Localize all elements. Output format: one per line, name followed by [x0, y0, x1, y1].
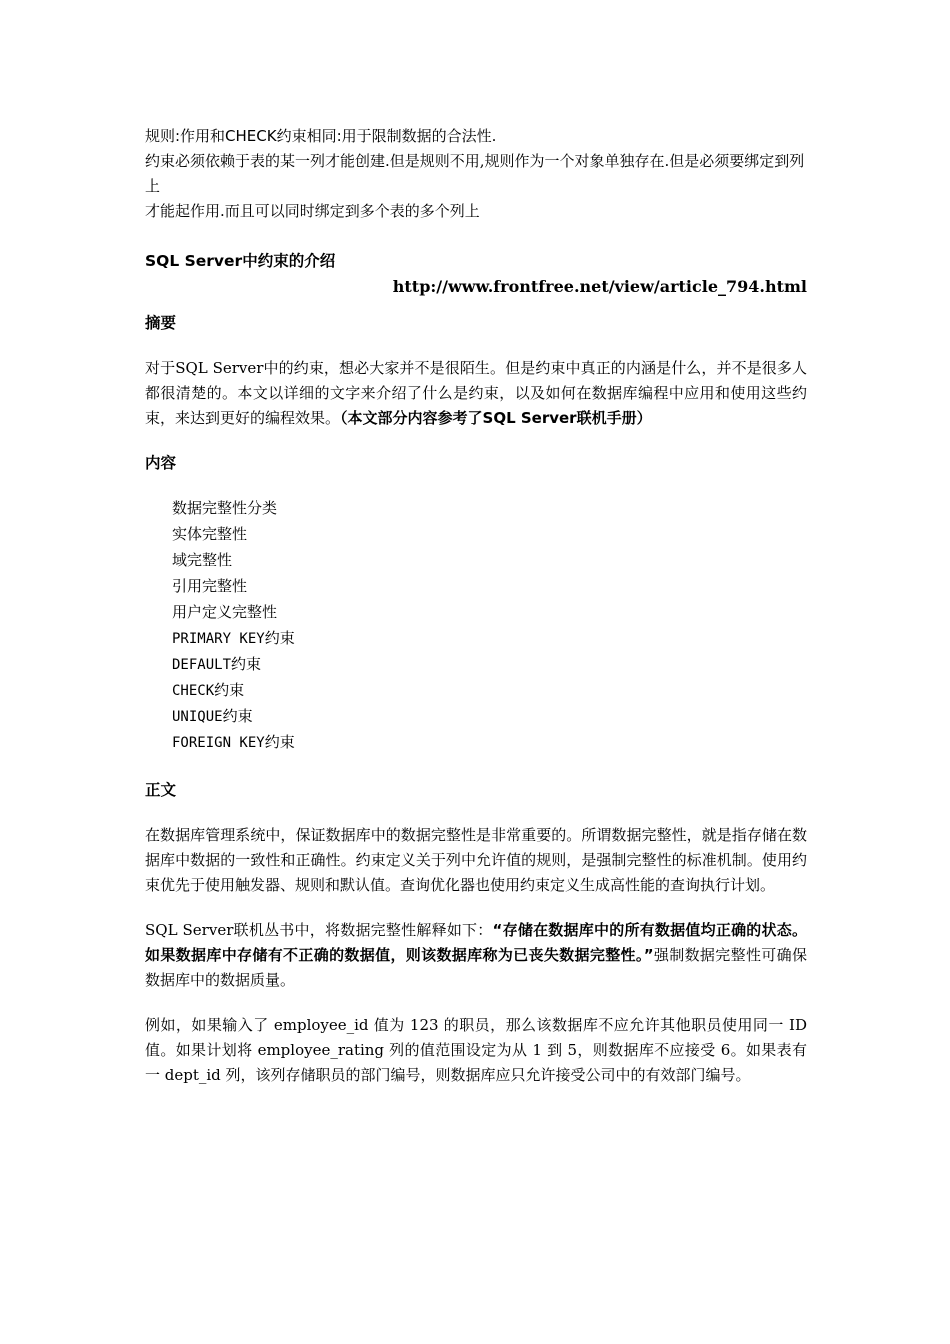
contents-item: 用户定义完整性 [172, 603, 278, 621]
intro-line: 约束必须依赖于表的某一列才能创建.但是规则不用,规则作为一个对象单独存在.但是必须要绑定到列上 [145, 152, 805, 195]
contents-heading: 内容 [145, 454, 177, 472]
intro-line: 才能起作用.而且可以同时绑定到多个表的多个列上 [145, 202, 480, 220]
contents-item: 实体完整性 [172, 525, 248, 543]
intro-line: 规则:作用和CHECK约束相同:用于限制数据的合法性. [145, 127, 497, 145]
summary-paragraph [145, 356, 807, 431]
contents-item: 域完整性 [172, 551, 233, 569]
body-p2-lead: SQL Server联机丛书中，将数据完整性解释如下： [145, 921, 493, 939]
summary-bold-note: （本文部分内容参考了SQL Server联机手册） [340, 409, 652, 427]
contents-item: 引用完整性 [172, 577, 248, 595]
body-heading: 正文 [145, 781, 177, 799]
contents-list [145, 496, 807, 756]
body-p2-quote: “存储在数据库中的所有数据值均正确的状态。如果数据库中存储有不正确的数据值，则该数据库称为已丧失数据完整性。” [145, 921, 807, 964]
summary-text: 对于SQL Server中的约束，想必大家并不是很陌生。但是约束中真正的内涵是什么，并不是很多人都很清楚的。本文以详细的文字来介绍了什么是约束，以及如何在数据库编程中应用和使用这些约束，来达到更好的编程效果。 [145, 359, 807, 427]
body-paragraph-2 [145, 918, 807, 993]
contents-item: DEFAULT约束 [172, 655, 262, 673]
summary-heading: 摘要 [145, 314, 177, 332]
body-paragraph-3: 例如，如果输入了 employee_id 值为 123 的职员，那么该数据库不应允许其他职员使用同一 ID 值。如果计划将 employee_rating 列的值范围设定为从 1 到 5，则数据库不应接受 6。如果表有一 dept_id 列，该列存储职员的部门编号，则数据库应只允许接受公司中的有效部门编号。 [145, 1016, 807, 1084]
article-url-link[interactable]: http://www.frontfree.net/view/article_794.html [392, 277, 807, 296]
document-page [145, 124, 807, 1088]
contents-item: PRIMARY KEY约束 [172, 629, 295, 647]
contents-item: UNIQUE约束 [172, 707, 253, 725]
body-p2-tail: 强制数据完整性可确保数据库中的数据质量。 [145, 946, 807, 989]
contents-item: FOREIGN KEY约束 [172, 733, 295, 751]
contents-item: CHECK约束 [172, 681, 245, 699]
contents-item: 数据完整性分类 [172, 499, 278, 517]
article-title: SQL Server中约束的介绍 [145, 252, 336, 270]
intro-block [145, 124, 807, 224]
body-paragraph-1: 在数据库管理系统中，保证数据库中的数据完整性是非常重要的。所谓数据完整性，就是指存储在数据库中数据的一致性和正确性。约束定义关于列中允许值的规则，是强制完整性的标准机制。使用约束优先于使用触发器、规则和默认值。查询优化器也使用约束定义生成高性能的查询执行计划。 [145, 826, 807, 894]
